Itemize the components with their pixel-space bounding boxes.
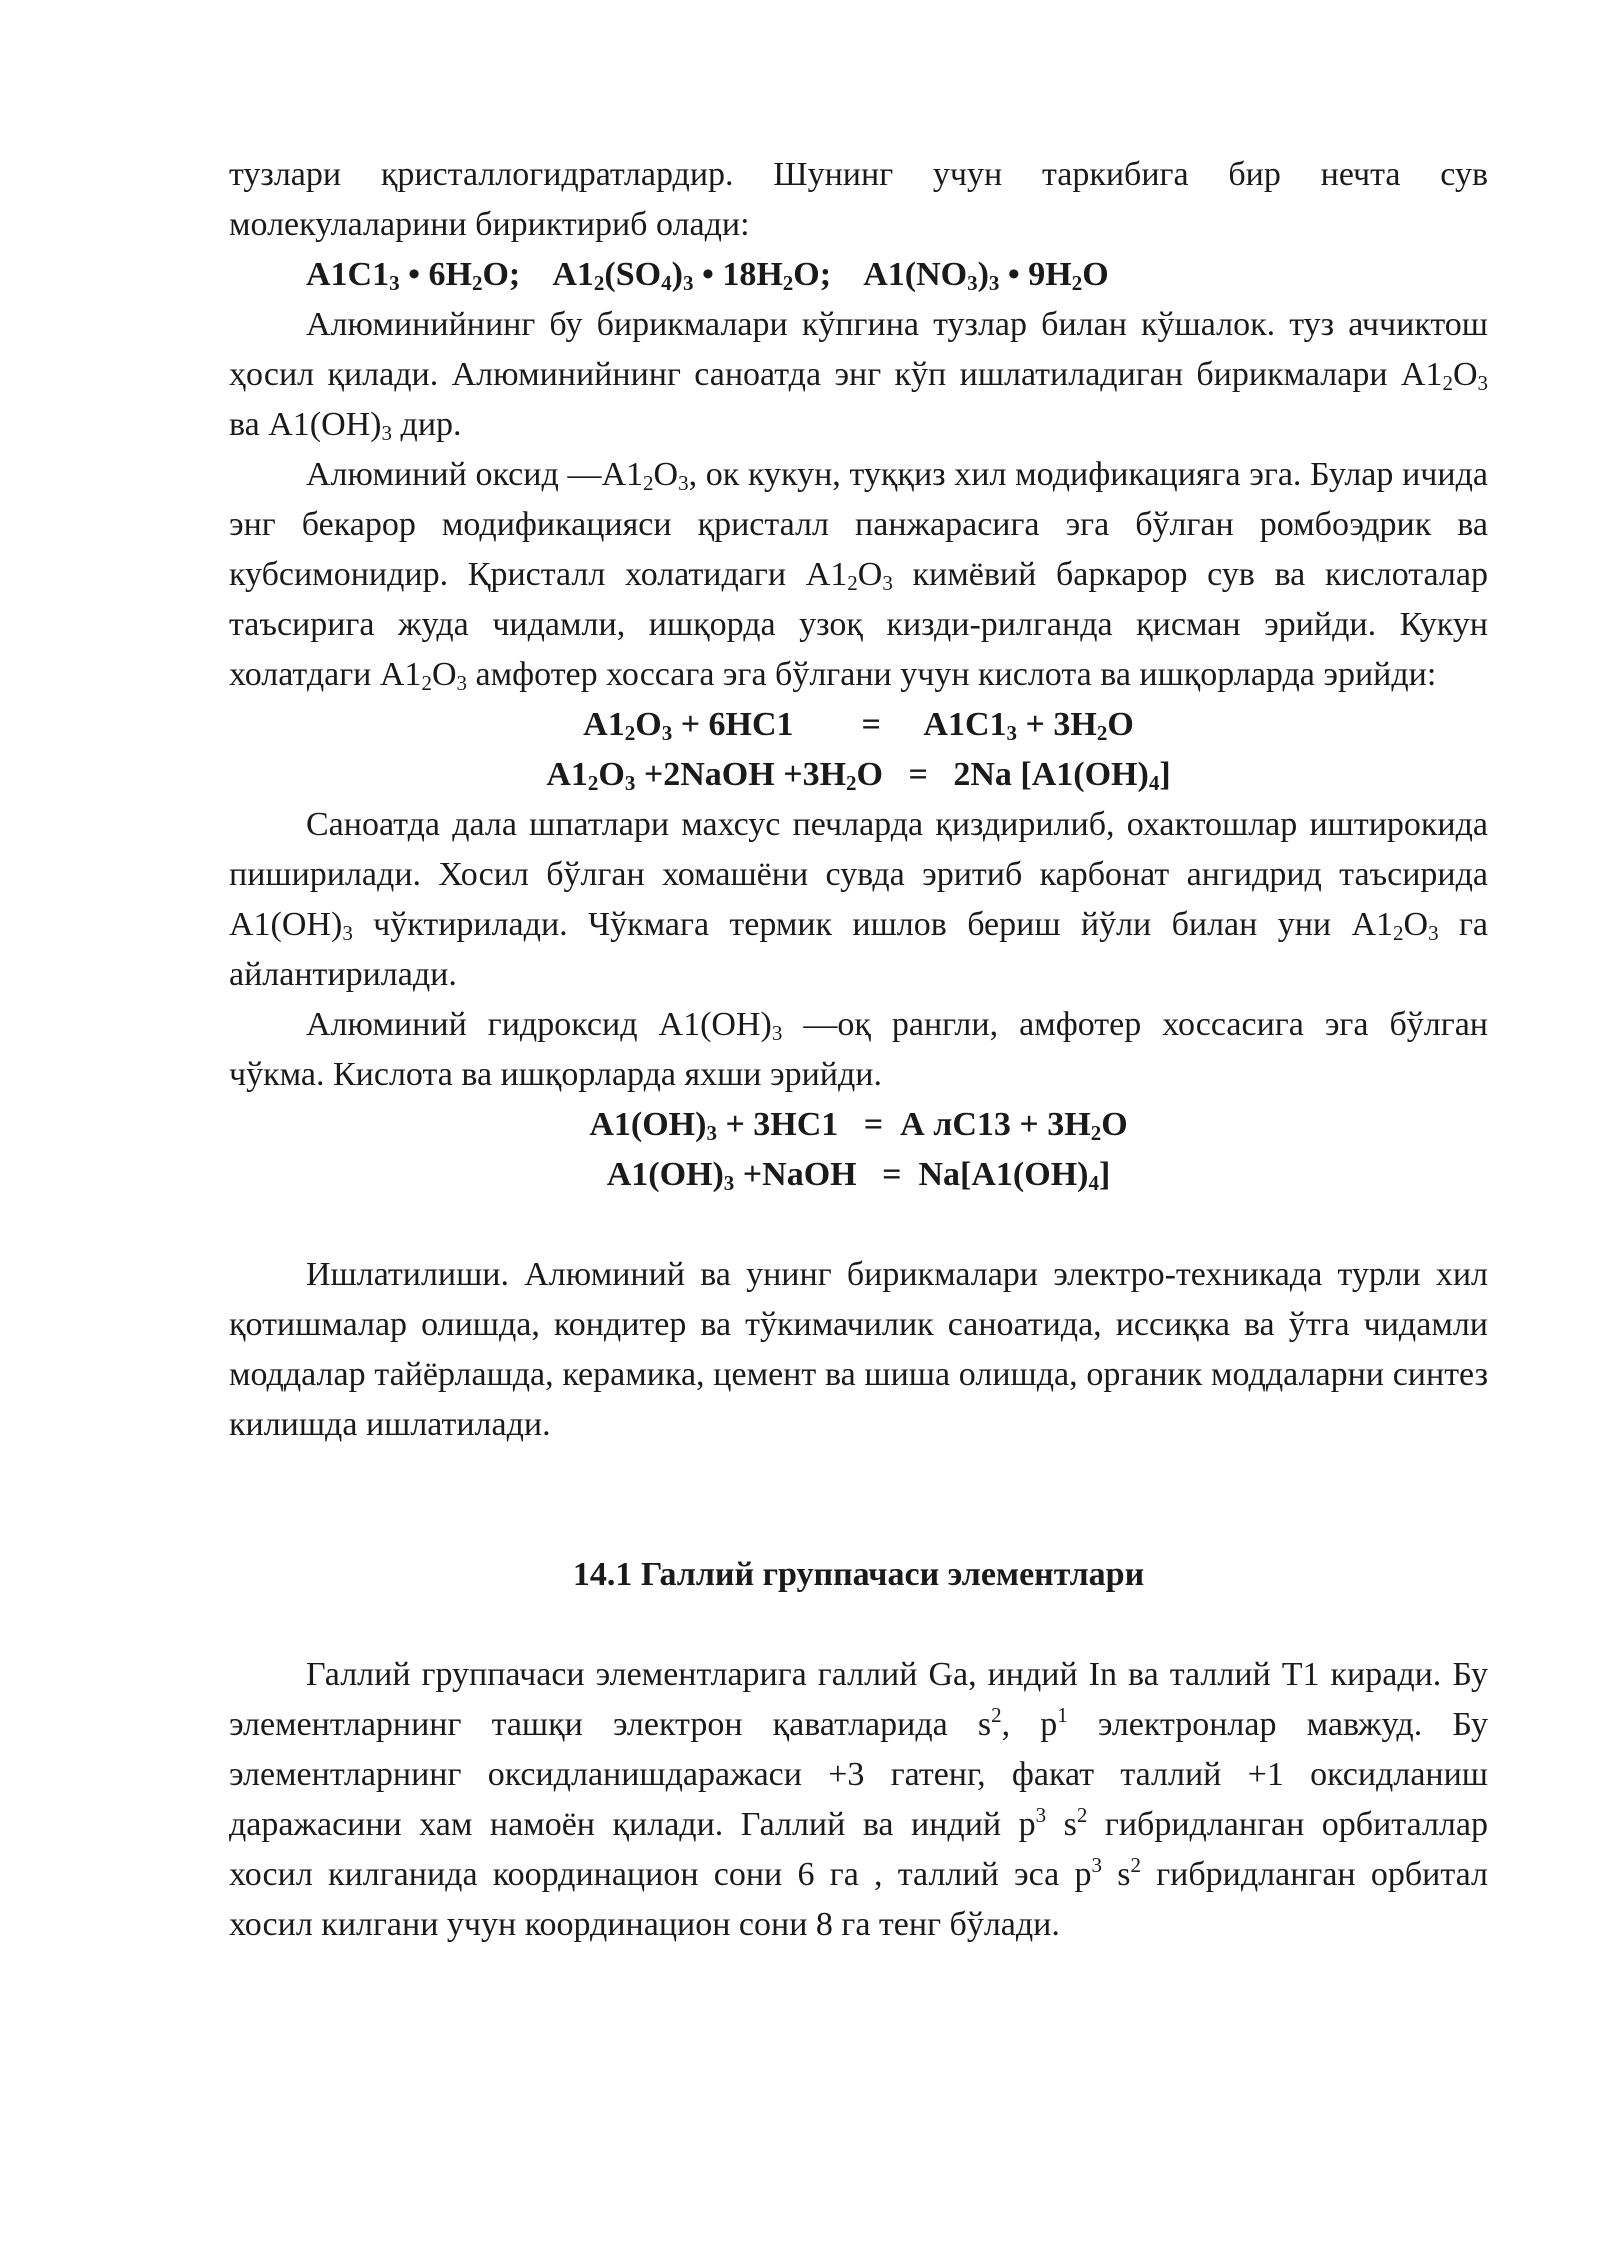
formula-hydroxide-acid: $А1(ОН)_3 + 3НС1 = А$ $лС13 + 3Н_2О$ — [589, 1106, 1128, 1145]
paragraph-hydroxide: Алюминий гидроксид $А1(ОН)_3$ —оқ рангли, амфотер хоссасига эга бўлган чўкма. Кислота ва ишқорларда яхши эрийди. — [229, 1006, 1488, 1093]
paragraph-industry: Саноатда дала шпатлари махсус печларда қиздирилиб, охактошлар иштирокида пиширилади. Хосил бўлган хомашёни сувда эритиб карбонат ангидрид таъсирида $А1(ОН)_3$ чўктирилади. Чўкмага термик ишлов бериш йўли билан уни $А1_2О_3$ га айлантирилади. — [229, 806, 1488, 993]
formula-oxide-acid: $А1_2О_3 + 6НС1$ = $А1С1_3 + 3Н_2О$ — [583, 706, 1134, 745]
paragraph-alum-compounds: Алюминийнинг бу бирикмалари кўпгина тузлар билан кўшалок. туз аччиктош ҳосил қилади. Алюминийнинг саноатда энг кўп ишлатиладиган бирикмалари $А1_2О_3$ ва $А1(ОН)_3$ дир. — [229, 306, 1488, 445]
formula-oxide-base: $A1_2O_3$ +2NaOH $+3H_2O = 2Na$ $[A1(OH)_4]$ — [546, 756, 1171, 795]
spacer — [229, 1450, 1488, 1550]
spacer — [229, 1200, 1488, 1250]
paragraph-gallium-group: Галлий группачаси элементларига галлий Ga, индий In ва таллий Т1 киради. Бу элементларнинг ташқи электрон қаватларида $s^2$, $p^1$ электронлар мавжуд. Бу элементларнинг оксидланишдаражаси +3 гатенг, факат таллий +1 оксидланиш даражасини хам намоён қилади. Галлий ва индий $p^3$ $s^2$ гибридланган орбиталлар хосил килганида координацион сони 6 га , таллий эса $p^3$ $s^2$ гибридланган орбитал хосил килгани учун координацион сони 8 га тенг бўлади. — [229, 1656, 1488, 1943]
paragraph-usage: Ишлатилиши. Алюминий ва унинг бирикмалари электро-техникада турли хил қотишмалар олишда, кондитер ва тўкимачилик саноатида, иссиқка ва ўтга чидамли моддалар тайёрлашда, керамика, цемент ва шиша олишда, органик моддаларни синтез килишда ишлатилади. — [229, 1256, 1488, 1443]
document-page — [229, 150, 1488, 1950]
formula-hydroxide-base: $А1(ОН)_3$ +NaOH = $Na[A1(OH)_4]$ — [606, 1156, 1111, 1195]
formula-hydrates: $А1С1_3$ • $6H_2O$; $A1_2(SO_4)_3$ • $18H_2O$; $A1(NO_3)_3$ • $9H_2O$ — [306, 256, 1109, 295]
section-heading: 14.1 Галлий группачаси элементлари — [572, 1556, 1145, 1593]
spacer — [229, 1600, 1488, 1650]
paragraph-alum-oxide: Алюминий оксид $—А1_2О_3$, ок кукун, туққиз хил модификацияга эга. Булар ичида энг бекарор модификацияси қристалл панжарасига эга бўлган ромбоэдрик ва кубсимонидир. Қристалл холатидаги $А1_2О_3$ кимёвий баркарор сув ва кислоталар таъсирига жуда чидамли, ишқорда узоқ кизди-рилганда қисман эрийди. Кукун холатдаги $А1_2О_3$ амфотер хоссага эга бўлгани учун кислота ва ишқорларда эрийди: — [229, 456, 1488, 695]
paragraph-crystal-hydrates: тузлари қристаллогидратлардир. Шунинг учун таркибига бир нечта сув молекулаларини бириктириб олади: — [229, 156, 1488, 243]
